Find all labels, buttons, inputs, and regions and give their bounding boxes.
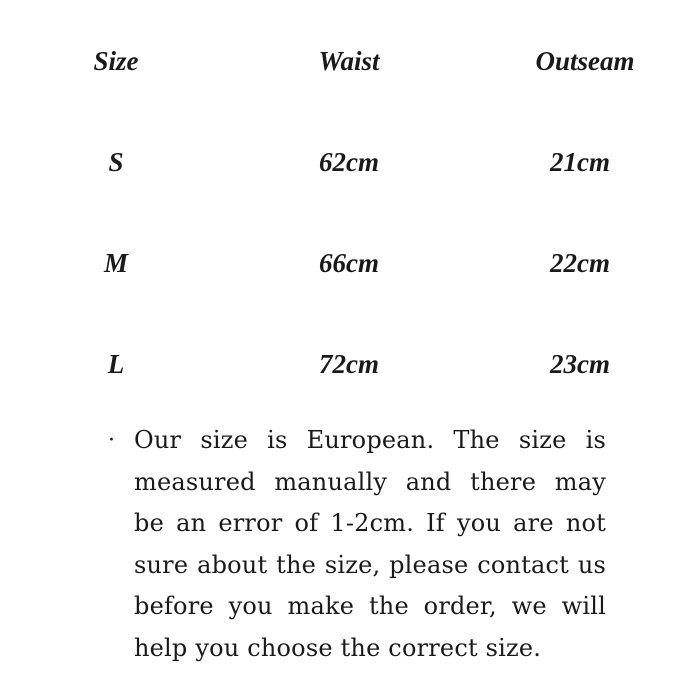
outseam-cell: 23cm <box>550 349 610 379</box>
size-cell: M <box>103 248 128 278</box>
outseam-cell: 22cm <box>550 248 610 278</box>
size-cell: L <box>107 349 125 379</box>
note-line: be an error of 1-2cm. If you are not <box>134 509 606 537</box>
size-cell: S <box>108 147 124 177</box>
header-size: Size <box>93 46 139 76</box>
waist-cell: 66cm <box>319 248 379 278</box>
size-note-text <box>134 420 606 669</box>
header-outseam: Outseam <box>535 46 635 76</box>
note-line: Our size is European. The size is <box>134 426 606 454</box>
waist-cell: 62cm <box>319 147 379 177</box>
outseam-cell: 21cm <box>550 147 610 177</box>
note-line: help you choose the correct size. <box>134 633 542 662</box>
note-line: before you make the order, we will <box>134 592 606 620</box>
note-line: sure about the size, please contact us <box>134 550 606 579</box>
note-line: measured manually and there may <box>134 467 606 496</box>
bullet-point: · <box>108 428 115 453</box>
waist-cell: 72cm <box>319 349 379 379</box>
header-waist: Waist <box>318 46 380 76</box>
